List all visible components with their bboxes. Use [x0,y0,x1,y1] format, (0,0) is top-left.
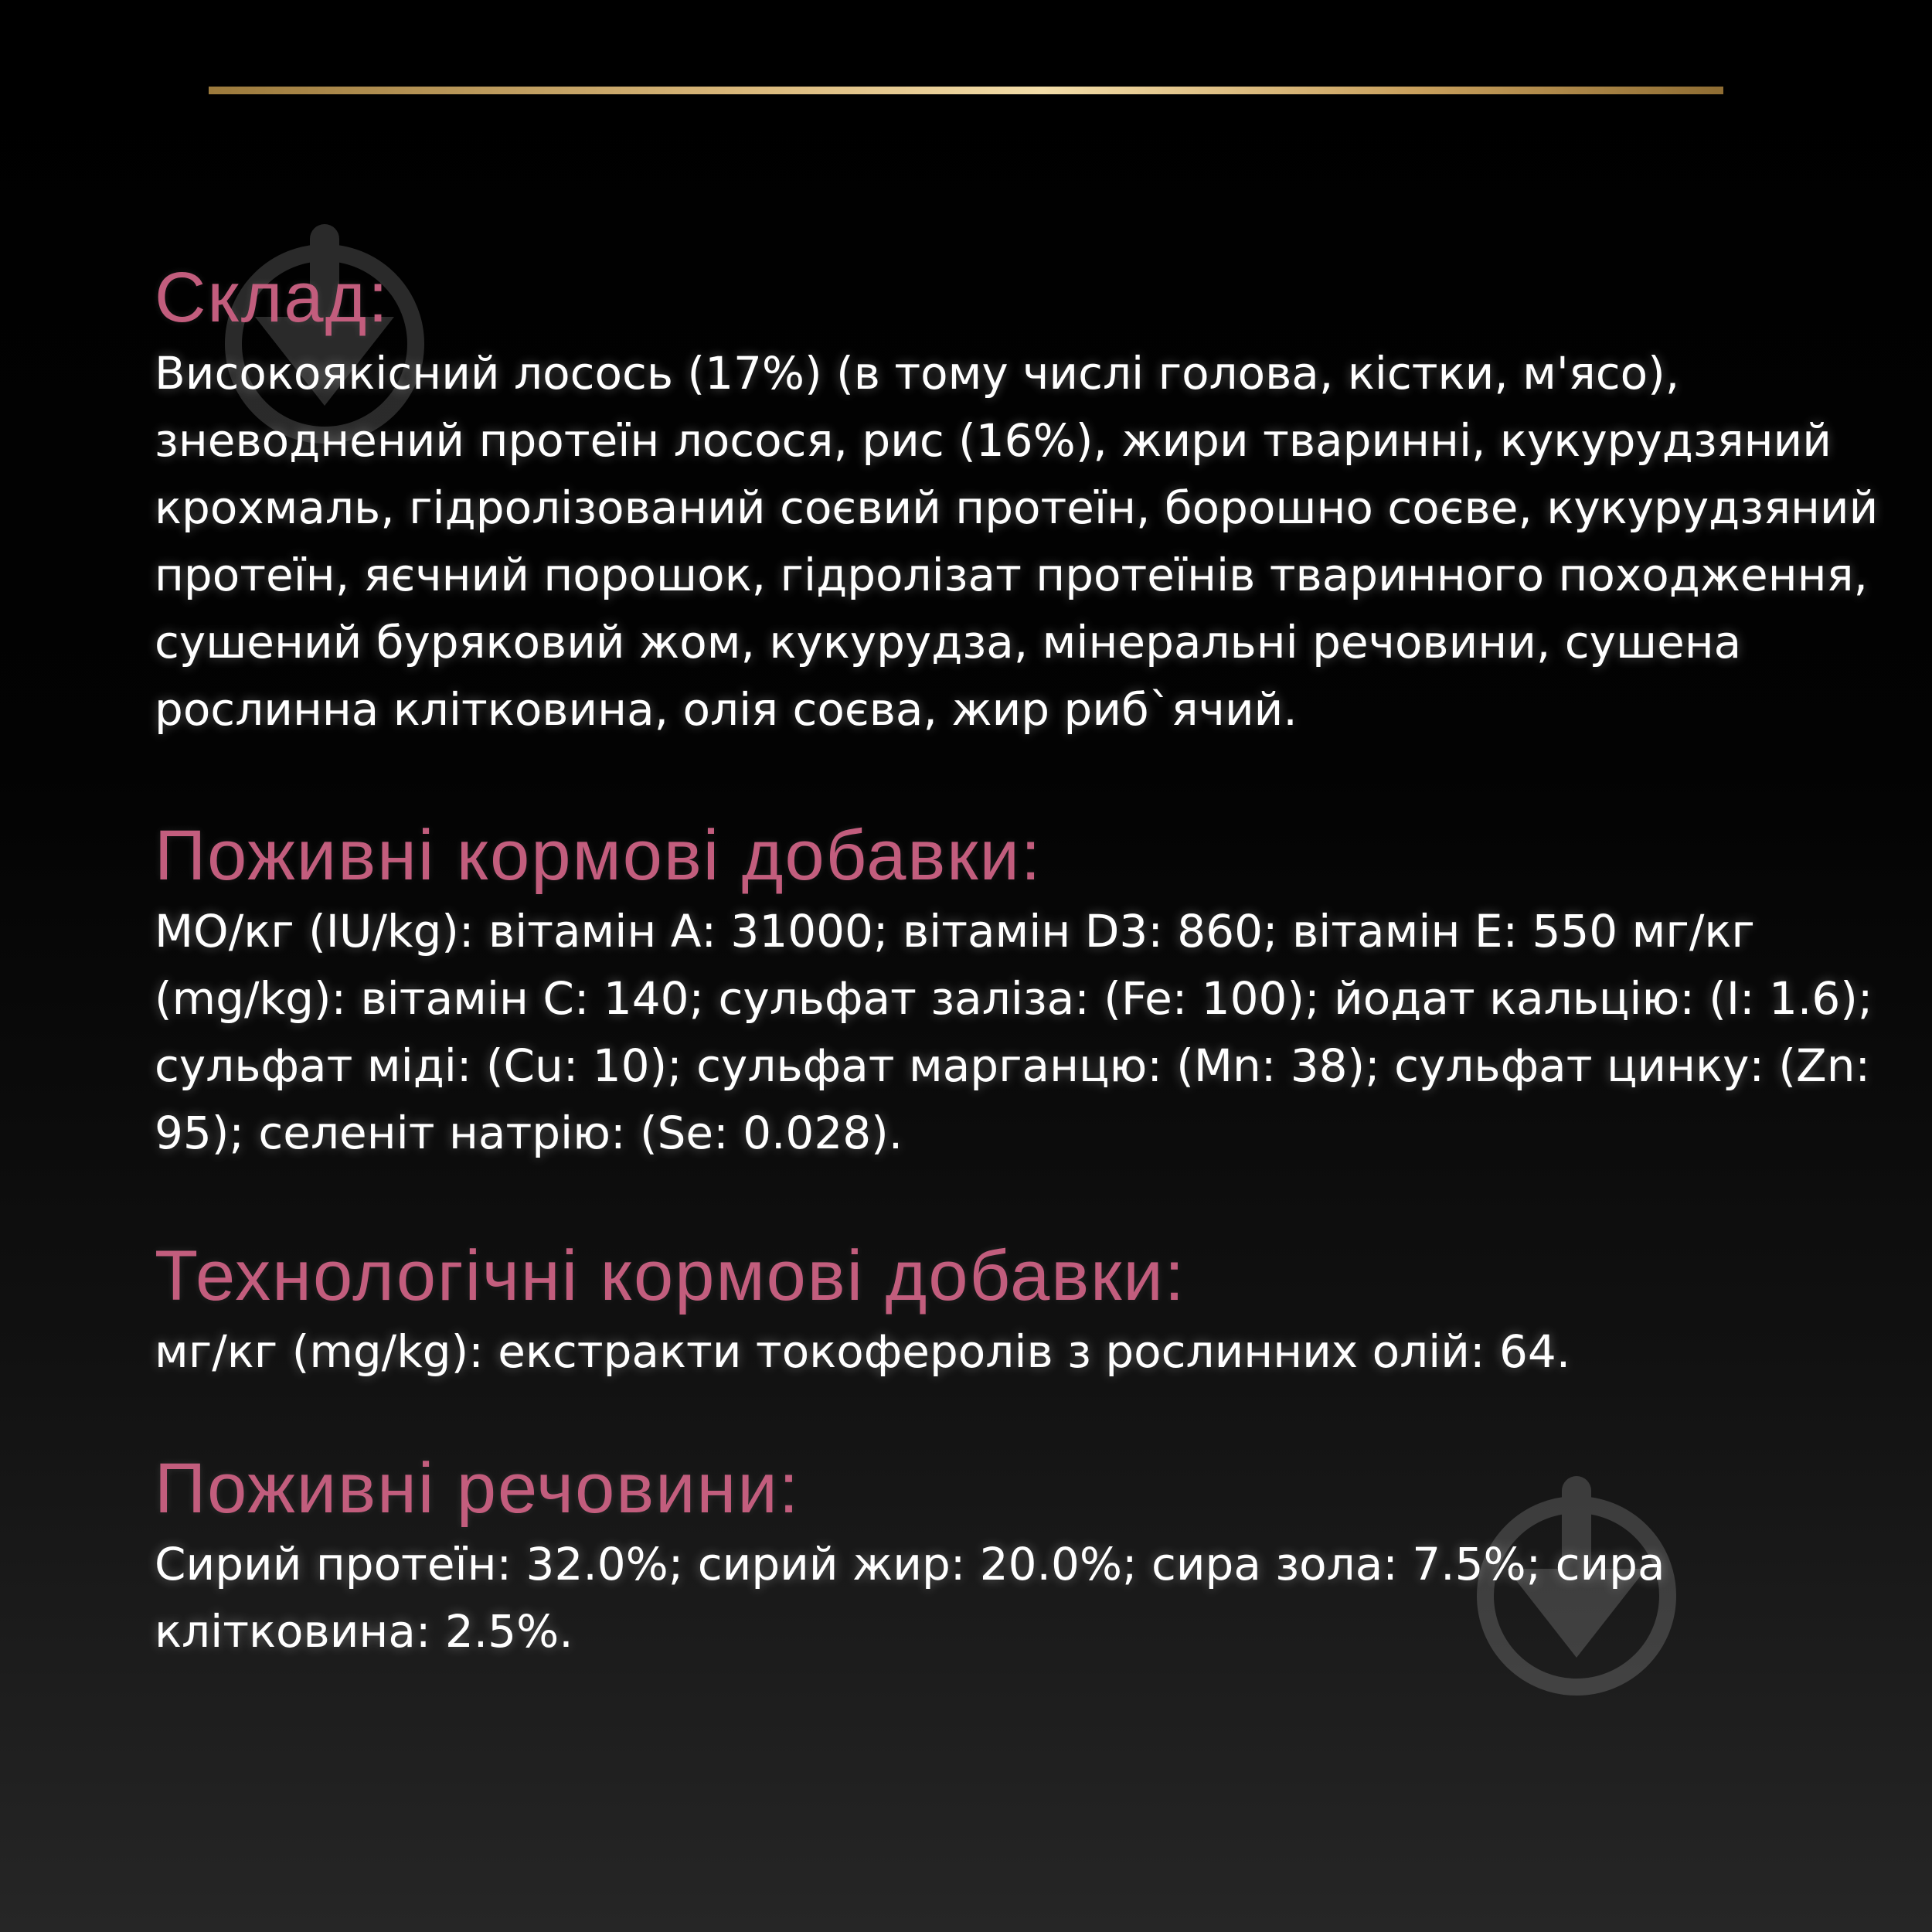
section-text-nutrients: Сирий протеїн: 32.0%; сирий жир: 20.0%; сира зола: 7.5%; сира клітковина: 2.5%. [155,1538,1665,1658]
section-technological-additives [155,1233,1886,1386]
section-nutritional-additives [155,813,1886,1167]
section-nutrients [155,1446,1886,1665]
section-text-composition: Високоякісний лосось (17%) (в тому числі голова, кістки, м'ясо), зневоднений протеїн лосося, рис (16%), жири тваринні, кукурудзяний крохмаль, гідролізований соєвий протеїн, борошно соєве, кукурудзяний протеїн, яєчний порошок, гідролізат протеїнів тваринного походження, сушений буряковий жом, кукурудза, мінеральні речовини, сушена рослинна клітковина, олія соєва, жир риб`ячий. [155,347,1879,736]
composition-content [155,255,1886,1665]
section-text-nutritional-additives: МО/кг (IU/kg): вітамін А: 31000; вітамін D3: 860; вітамін Е: 550 мг/кг (mg/kg): вітамін С: 140; сульфат заліза: (Fe: 100); йодат кальцію: (I: 1.6); сульфат міді: (Cu: 10); сульфат марганцю: (Mn: 38); сульфат цинку: (Zn: 95); селеніт натрію: (Se: 0.028). [155,905,1873,1159]
section-heading-technological-additives: Технологічні кормові добавки: [155,1236,1186,1315]
section-text-technological-additives: мг/кг (mg/kg): екстракти токоферолів з рослинних олій: 64. [155,1325,1571,1378]
section-heading-nutritional-additives: Поживні кормові добавки: [155,816,1043,895]
section-composition [155,255,1886,743]
section-heading-nutrients: Поживні речовини: [155,1449,801,1528]
gold-divider-bar [209,87,1723,94]
section-heading-composition: Склад: [155,258,389,337]
